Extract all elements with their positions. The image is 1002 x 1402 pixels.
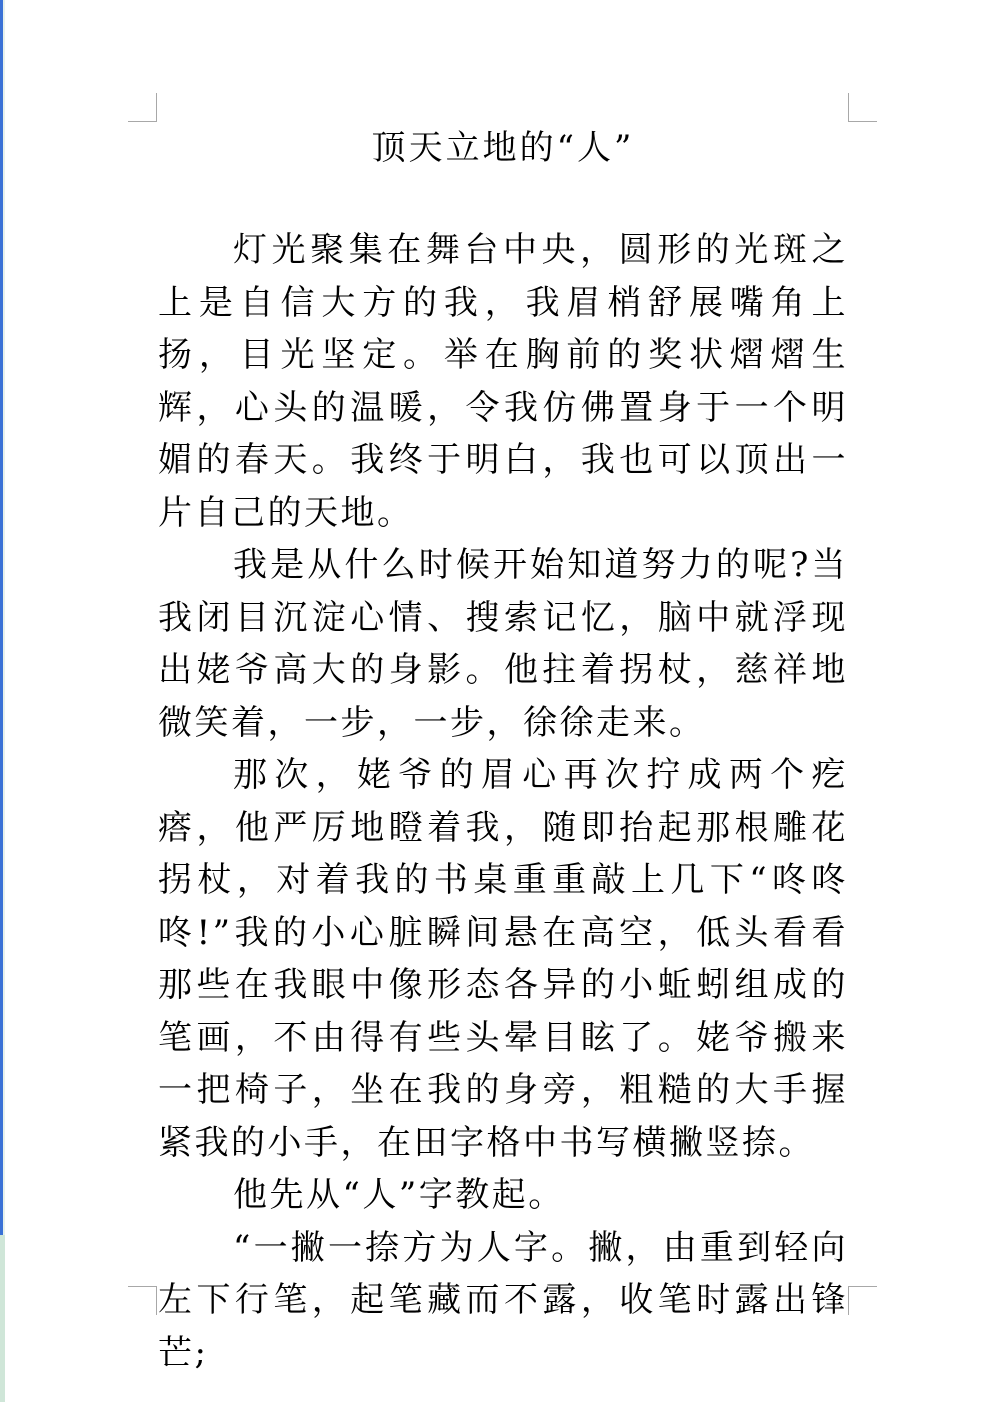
paragraph: 我是从什么时候开始知道努力的呢?当我闭目沉淀心情、搜索记忆，脑中就浮现出姥爷高大的身影。他拄着拐杖，慈祥地微笑着，一步，一步，徐徐走来。 bbox=[158, 545, 848, 743]
document-title: 顶天立地的“人” bbox=[371, 128, 635, 168]
paragraph: 他先从“人”字教起。 bbox=[233, 1175, 565, 1215]
margin-corner-mark-top-left bbox=[128, 93, 157, 122]
paragraph: “一撇一捺方为人字。撇，由重到轻向左下行笔，起笔藏而不露，收笔时露出锋芒; bbox=[158, 1227, 848, 1373]
document-body bbox=[158, 224, 848, 1379]
margin-corner-mark-bottom-right bbox=[848, 1286, 877, 1315]
window-left-border-lower bbox=[0, 1235, 5, 1402]
paragraph: 灯光聚集在舞台中央，圆形的光斑之上是自信大方的我，我眉梢舒展嘴角上扬，目光坚定。举在胸前的奖状熠熠生辉，心头的温暖，令我仿佛置身于一个明媚的春天。我终于明白，我也可以顶出一片自己的天地。 bbox=[158, 230, 848, 533]
paragraph: 那次，姥爷的眉心再次拧成两个疙瘩，他严厉地瞪着我，随即抬起那根雕花拐杖，对着我的书桌重重敲上几下“咚咚咚!”我的小心脏瞬间悬在高空，低头看看那些在我眼中像形态各异的小蚯蚓组成的笔画，不由得有些头晕目眩了。姥爷搬来一把椅子，坐在我的身旁，粗糙的大手握紧我的小手，在田字格中书写横撇竖捺。 bbox=[158, 755, 848, 1163]
window-left-border bbox=[0, 0, 3, 1235]
margin-corner-mark-top-right bbox=[848, 93, 877, 122]
margin-corner-mark-bottom-left bbox=[128, 1286, 157, 1315]
